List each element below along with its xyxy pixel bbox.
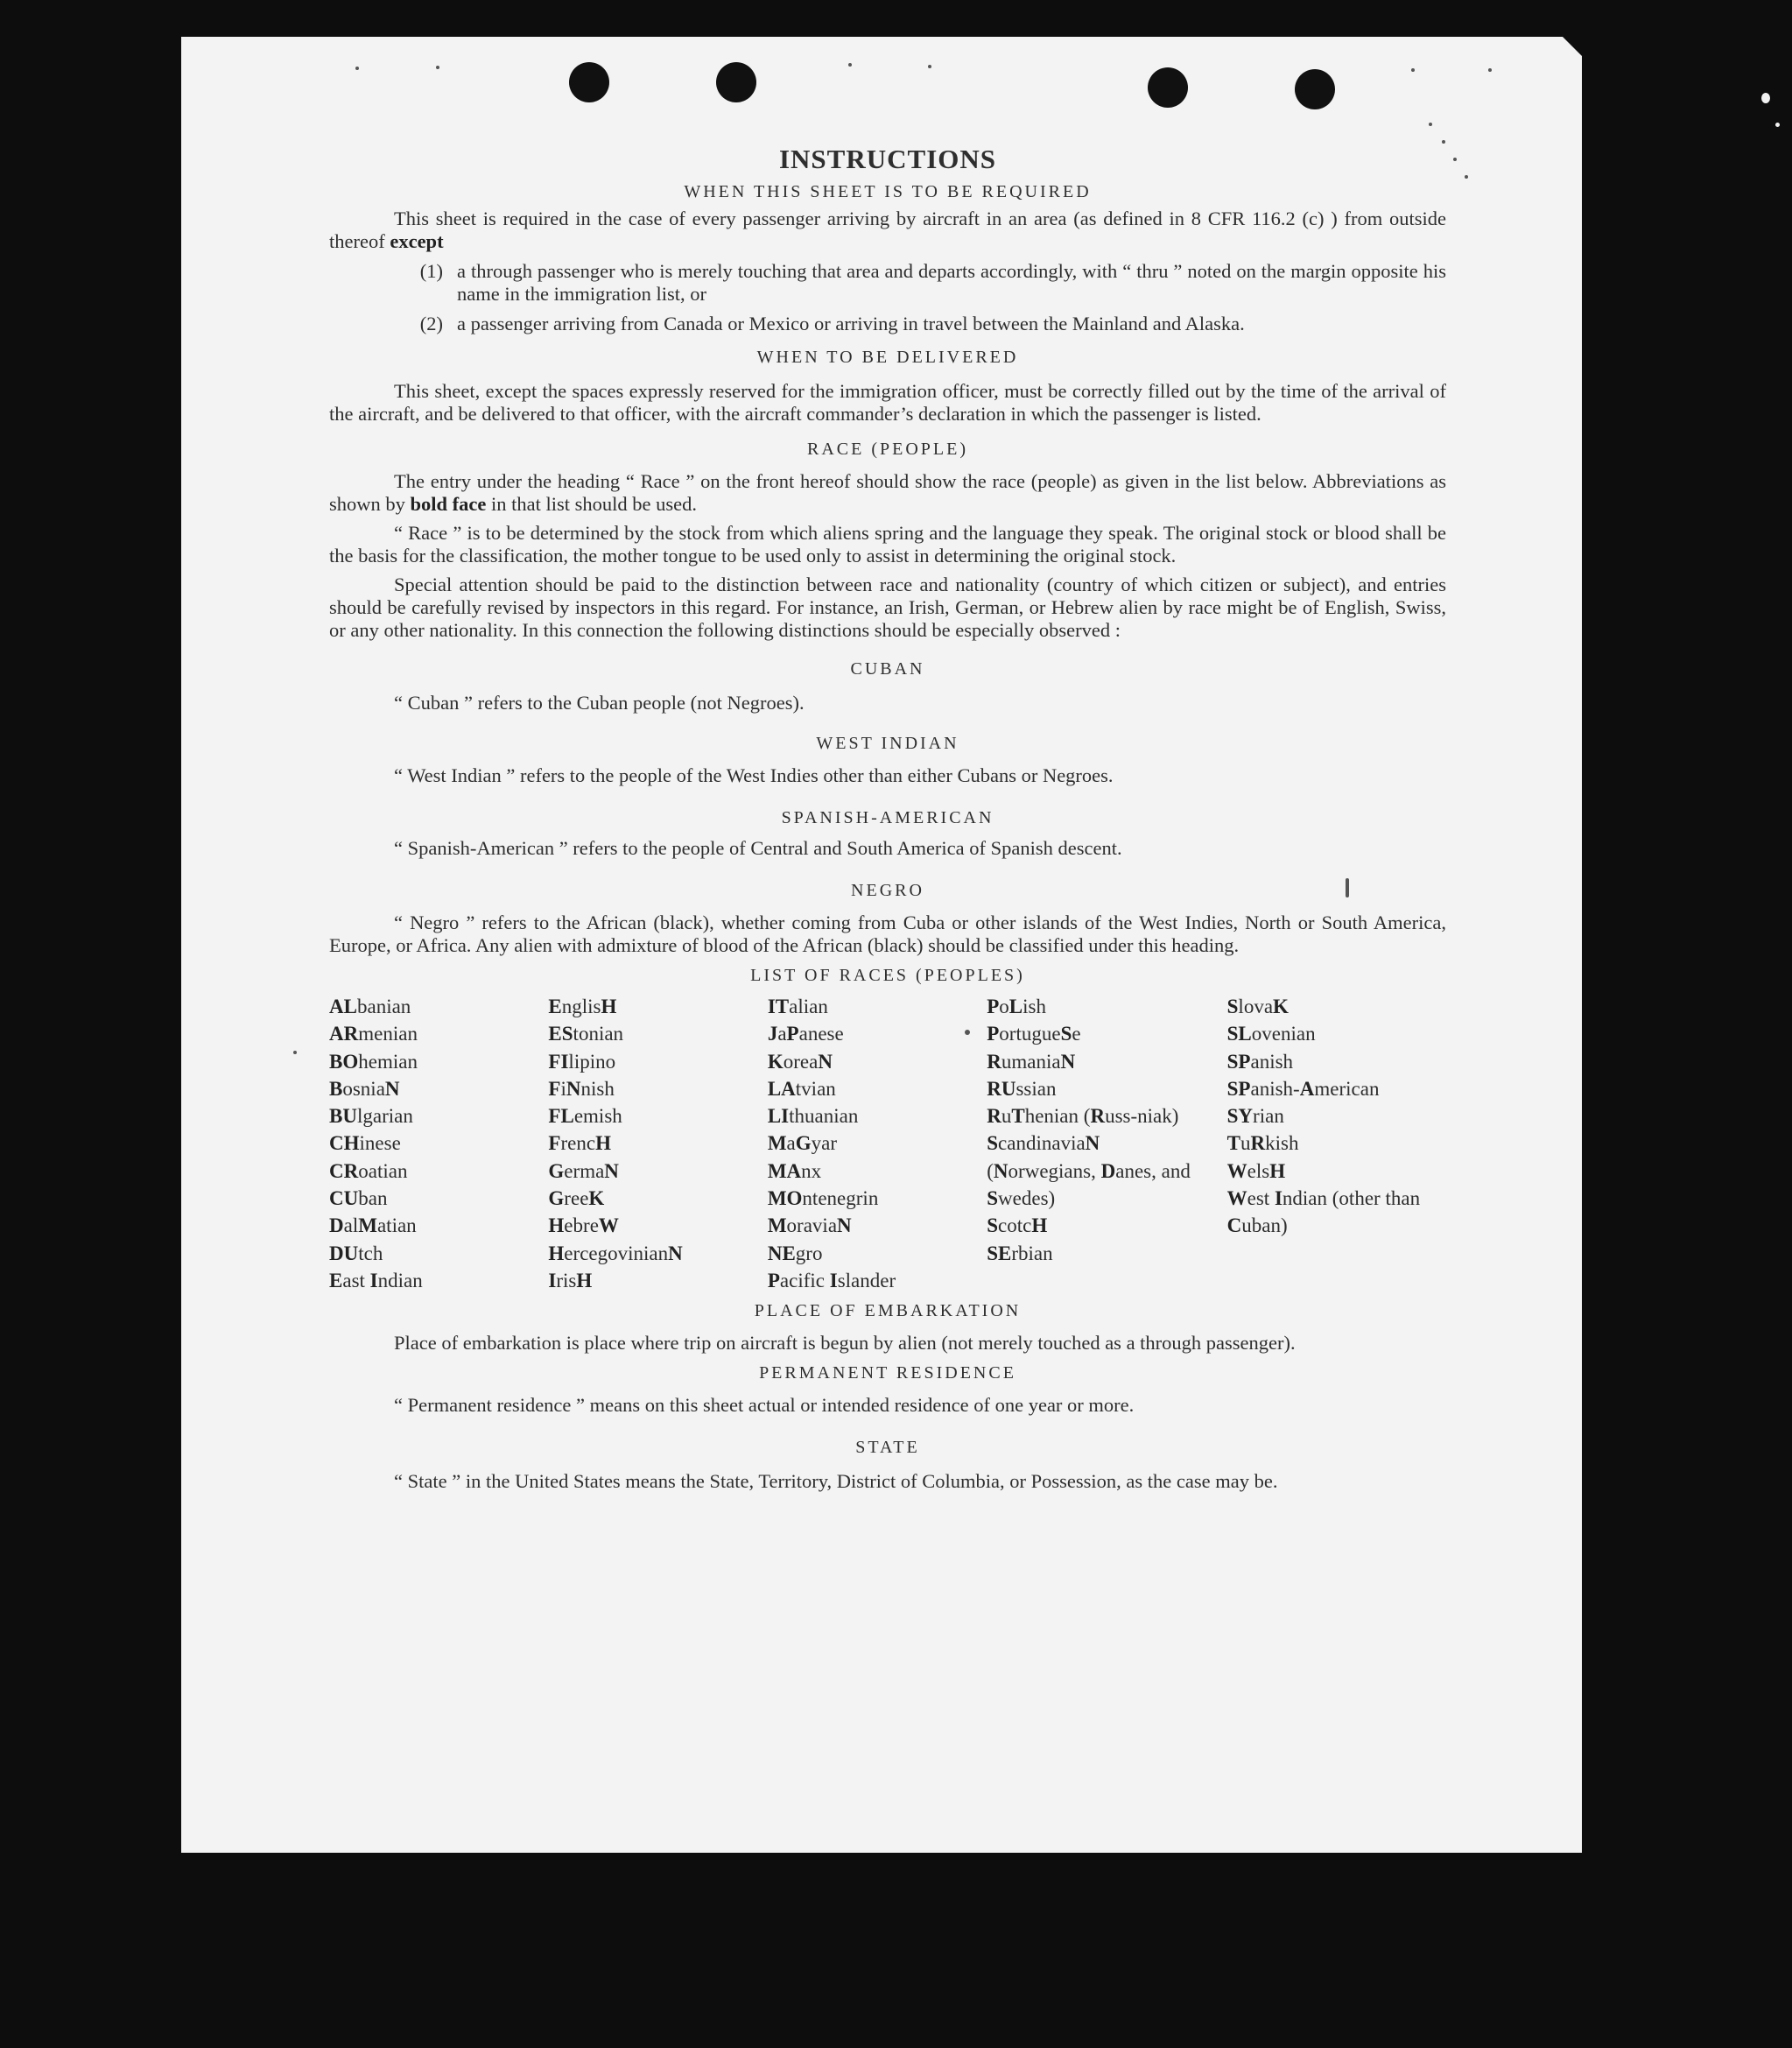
scan-dust [928,65,931,68]
race-entry: EStonian [548,1023,624,1045]
race-entry: FiNnish [548,1077,615,1100]
race-paragraph: Special attention should be paid to the distinction between race and nationality (country of which citizen or subject), and entries should be carefully revised by inspectors in this regard. For instance, an Irish, German, or Hebrew alien by race might be of English, Swiss, or any other nationality. In this connection the following distinctions should be especially observed : [329,574,1446,641]
section-heading-required: WHEN THIS SHEET IS TO BE REQUIRED [684,182,1092,201]
race-entry: ScandinaviaN (Norwegians, Danes, and Swedes) [987,1132,1191,1210]
race-entry: ITalian [767,996,828,1017]
section-heading-west-indian: WEST INDIAN [816,734,959,753]
race-entry: FrencH [548,1132,611,1155]
race-entry: EnglisH [548,996,617,1017]
scan-dust [1453,158,1457,161]
punch-hole [1148,67,1188,108]
race-entry: RumaniaN [987,1050,1076,1073]
race-entry: FIlipino [548,1050,616,1073]
background-speck [1761,93,1770,103]
section-heading-list-of-races: LIST OF RACES (PEOPLES) [750,966,1025,985]
race-entry: SErbian [987,1242,1053,1264]
race-entry: GermaN [548,1159,619,1182]
section-heading-cuban: CUBAN [850,659,925,679]
section-heading-delivered: WHEN TO BE DELIVERED [756,348,1019,367]
race-column [329,993,548,1294]
race-entry: DalMatian [329,1214,417,1237]
race-entry: KoreaN [767,1050,833,1073]
race-entry: DUtch [329,1242,383,1264]
race-entry: CHinese [329,1132,401,1155]
race-entry: SYrian [1226,1105,1284,1128]
punch-hole [1295,69,1335,109]
folded-corner [1561,35,1584,58]
race-entry: ALbanian [329,996,411,1017]
race-entry: SPanish-American [1226,1077,1380,1100]
race-paragraph: The entry under the heading “ Race ” on the front hereof should show the race (people) as given in the list below. Abbreviations as shown by bold face in that list should be used. [329,470,1446,515]
race-entry: MoraviaN [767,1214,852,1237]
race-entry: FLemish [548,1105,622,1128]
section-heading-state: STATE [855,1438,920,1458]
race-column [1227,993,1446,1294]
race-entry: LAtvian [767,1077,836,1100]
punch-hole [716,62,756,102]
race-entry: RuThenian (Russ-niak) [987,1105,1179,1128]
race-entry: GreeK [548,1187,605,1210]
race-entry: WelsH [1226,1159,1286,1182]
race-entry: BOhemian [329,1050,418,1073]
race-entry: HebreW [548,1214,619,1237]
required-intro-paragraph: This sheet is required in the case of every passenger arriving by aircraft in an area (as defined in 8 CFR 116.2 (c) ) from outside thereof except [329,208,1446,252]
race-entry: SlovaK [1226,996,1289,1017]
race-entry: JaPanese [767,1023,844,1045]
exception-item [329,260,1446,306]
delivered-paragraph: This sheet, except the spaces expressly reserved for the immigration officer, must be correctly filled out by the time of the arrival of the aircraft, and be delivered to that officer, with the aircraft commander’s declaration in which the passenger is listed. [329,380,1446,425]
section-heading-permanent-residence: PERMANENT RESIDENCE [759,1363,1016,1383]
negro-paragraph: “ Negro ” refers to the African (black), whether coming from Cuba or other islands of the West Indies, North or South America, Europe, or Africa. Any alien with admixture of blood of the African (black) should be classified under this heading. [329,911,1446,956]
race-entry: PortugueSe [987,1023,1081,1045]
race-entry: SLovenian [1226,1023,1316,1045]
spanish-american-paragraph: “ Spanish-American ” refers to the people of Central and South America of Spanish descent. [394,837,1122,859]
punch-hole [569,62,609,102]
section-heading-embarkation: PLACE OF EMBARKATION [754,1301,1022,1321]
background-speck [1775,123,1780,127]
race-entry: ScotcH [987,1214,1048,1237]
race-entry: West Indian (other than Cuban) [1226,1187,1421,1237]
race-entry: BUlgarian [329,1105,413,1128]
race-entry: MAnx [767,1159,822,1182]
exception-item [329,313,1446,335]
embarkation-paragraph: Place of embarkation is place where trip on aircraft is begun by alien (not merely touched as a through passenger). [394,1332,1296,1355]
exception-text: a passenger arriving from Canada or Mexico or arriving in travel between the Mainland and Alaska. [457,313,1245,334]
race-column [768,993,987,1294]
section-heading-negro: NEGRO [851,881,924,900]
race-column [548,993,767,1294]
race-entry: CUban [329,1187,388,1210]
race-entry: MaGyar [767,1132,838,1155]
state-paragraph: “ State ” in the United States means the State, Territory, District of Columbia, or Possession, as the case may be. [394,1470,1278,1493]
scan-dust [1488,68,1492,72]
scan-dust [293,1051,297,1054]
instructions-content [329,140,1446,1493]
race-entry: SPanish [1226,1050,1294,1073]
race-column [987,993,1226,1294]
race-entry: TuRkish [1226,1132,1299,1155]
race-entry: East Indian [329,1269,423,1291]
scan-dust [848,63,852,67]
section-heading-spanish-american: SPANISH-AMERICAN [781,808,994,827]
cuban-paragraph: “ Cuban ” refers to the Cuban people (not Negroes). [394,692,805,714]
race-list [329,993,1446,1294]
race-entry: BosniaN [329,1077,400,1100]
section-heading-race: RACE (PEOPLE) [807,440,968,459]
race-entry: CRoatian [329,1159,408,1182]
scan-dust [1429,123,1432,126]
scan-dust [1411,68,1415,72]
race-entry: IrisH [548,1269,593,1291]
race-entry: PoLish [987,996,1046,1017]
west-indian-paragraph: “ West Indian ” refers to the people of the West Indies other than either Cubans or Negroes. [394,764,1114,786]
race-entry: NEgro [767,1242,823,1264]
race-entry: RUssian [987,1077,1057,1100]
race-entry: ARmenian [329,1023,418,1045]
race-entry: HercegovinianN [548,1242,683,1264]
race-entry: MOntenegrin [767,1187,879,1210]
page-title: INSTRUCTIONS [778,144,996,174]
scan-dust [1465,175,1468,179]
exception-number: (1) [419,260,443,282]
race-paragraph: “ Race ” is to be determined by the stock from which aliens spring and the language they speak. The original stock or blood shall be the basis for the classification, the mother tongue to be used only to assist in determining the original stock. [329,522,1446,567]
scan-dust [355,67,359,70]
exception-number: (2) [419,313,443,334]
race-entry: LIthuanian [767,1105,859,1128]
race-entry: Pacific Islander [767,1269,896,1291]
permanent-residence-paragraph: “ Permanent residence ” means on this sheet actual or intended residence of one year or more. [394,1394,1135,1417]
scan-dust [436,66,439,69]
exception-text: a through passenger who is merely touching that area and departs accordingly, with “ thru ” noted on the margin opposite his name in the immigration list, or [457,260,1446,305]
